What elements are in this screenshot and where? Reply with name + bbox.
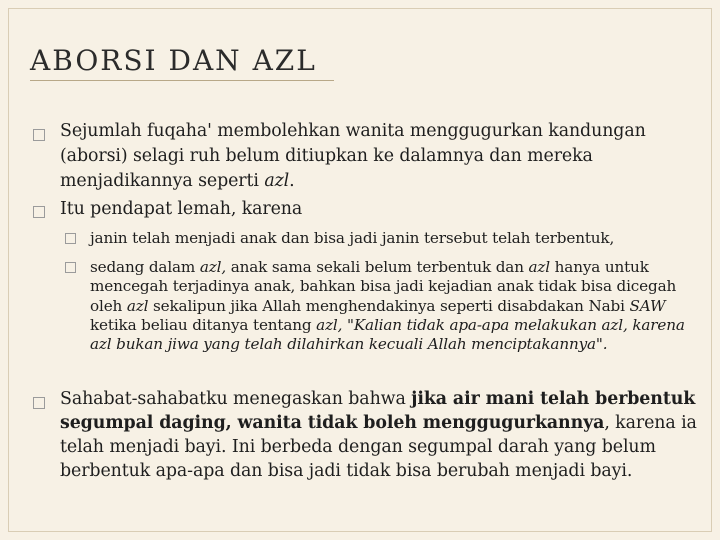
bullet-box-icon (33, 397, 45, 409)
sub-bullet-box-icon (65, 262, 76, 273)
sub-bullet-2-text-azl-2: azl (528, 258, 550, 276)
sub-bullet-2-text-d: sekalipun jika Allah menghendakinya seperti disabdakan Nabi (148, 296, 630, 315)
sub-bullet-1-text-a: janin telah menjadi anak dan bisa jadi janin tersebut telah terbentuk, (90, 229, 615, 247)
bullet-2-text (60, 197, 700, 222)
bullet-3-text-a: Sahabat-sahabatku menegaskan bahwa (60, 389, 412, 409)
bullet-1-text (60, 119, 700, 194)
sub-bullet-2-text-e: ketika beliau ditanya tentang (90, 315, 317, 334)
sub-bullet-2-text-saw: SAW (629, 296, 666, 315)
title-underline (30, 80, 334, 81)
bullet-1-text-a: Sejumlah fuqaha' membolehkan wanita menggugurkan kandungan (aborsi) selagi ruh belum ditiupkan ke dalamnya dan mereka menjadikannya seperti (60, 121, 646, 191)
bullet-1-text-azl: azl (264, 171, 290, 191)
sub-bullet-1-text (90, 229, 702, 248)
sub-bullet-2-text-c: hanya untuk mencegah terjadinya anak, bahkan bisa jadi kejadian anak tidak bisa dicegah oleh (90, 258, 677, 315)
bullet-1-text-end: . (289, 171, 295, 191)
sub-bullet-2-text-quote: "Kalian tidak apa-apa melakukan azl, karena azl bukan jiwa yang telah dilahirkan kecuali Allah menciptakannya". (90, 315, 685, 354)
sub-bullet-2-text-azl-3: azl (126, 296, 149, 315)
sub-bullet-2-text-b: anak sama sekali belum terbentuk dan (226, 258, 529, 276)
bullet-box-icon (33, 129, 45, 141)
bullet-3-text (60, 387, 700, 483)
sub-bullet-2-text-a: sedang dalam (90, 258, 200, 276)
sub-bullet-2-text (90, 258, 702, 354)
sub-bullet-box-icon (65, 233, 76, 244)
sub-bullet-2-text-azl-1: azl, (199, 258, 227, 276)
bullet-3-text-b: , karena ia telah menjadi bayi. Ini berbeda dengan segumpal darah yang belum berbentuk apa-apa dan bisa jadi tidak bisa berubah menjadi bayi. (60, 413, 697, 481)
bullet-box-icon (33, 206, 45, 218)
sub-bullet-2-text-azl-4: azl, (316, 315, 343, 334)
slide-title: ABORSI DAN AZL (30, 44, 317, 77)
bullet-2-text-a: Itu pendapat lemah, karena (60, 199, 303, 219)
bullet-3-text-bold: jika air mani telah berbentuk segumpal daging, wanita tidak boleh menggugurkannya (60, 389, 696, 433)
